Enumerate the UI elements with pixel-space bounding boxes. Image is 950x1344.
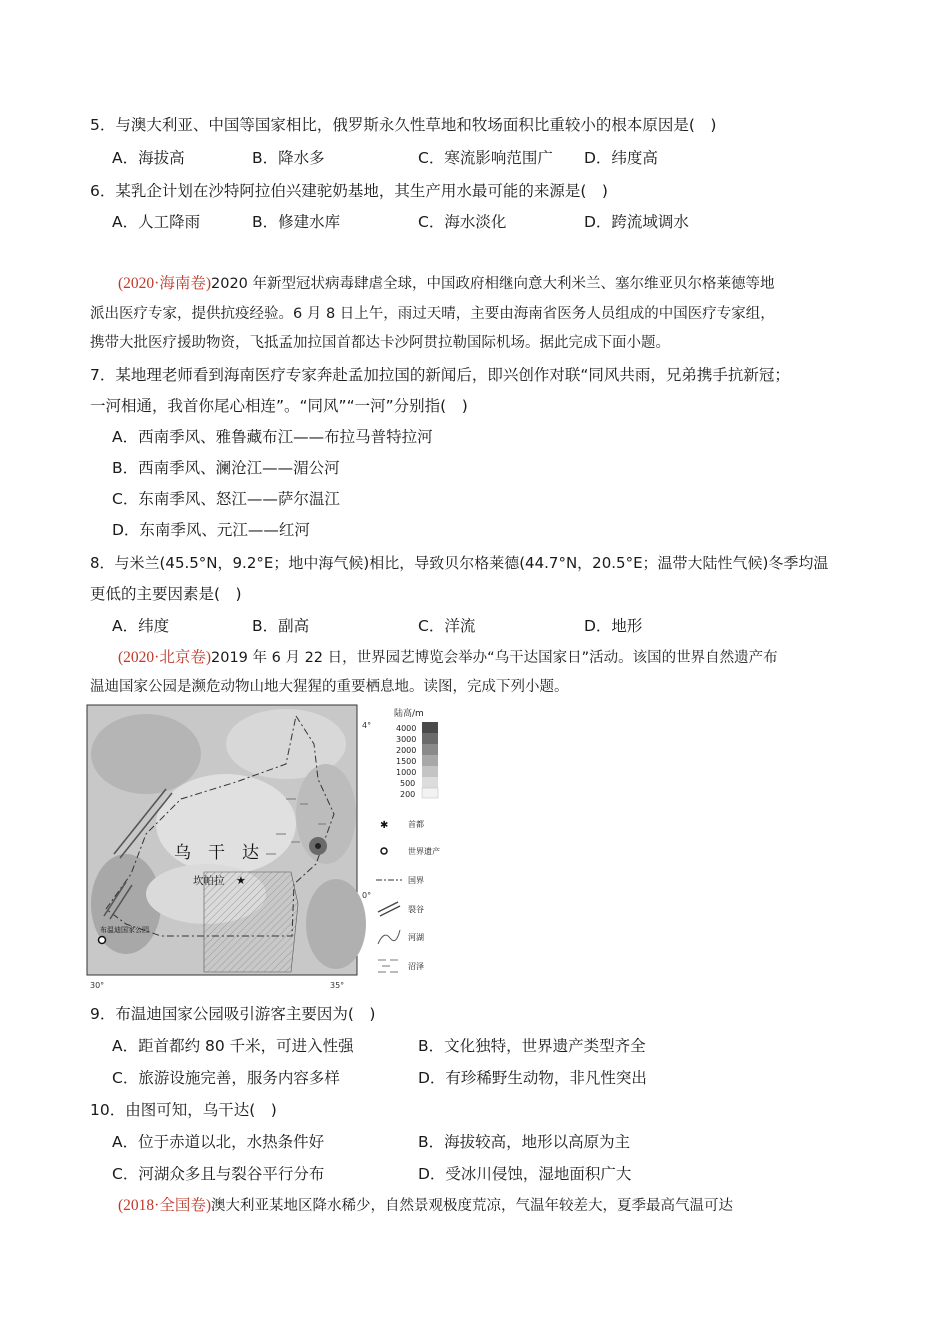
q8-option-d: D．地形 [584,617,643,635]
q10-option-c: C．河湖众多且与裂谷平行分布 [112,1165,325,1183]
q10-option-d: D．受冰川侵蚀，湿地面积广大 [418,1165,632,1183]
lat-4-label: 4° [362,721,372,730]
q5-option-c: C．寒流影响范围广 [418,149,553,167]
q9-option-a: A．距首都约 80 千米，可进入性强 [112,1037,354,1055]
q8-option-a: A．纬度 [112,617,170,635]
q9-option-d: D．有珍稀野生动物，非凡性突出 [418,1069,647,1087]
q5-stem: 5．与澳大利亚、中国等国家相比，俄罗斯永久性草地和牧场面积比重较小的根本原因是( ) [90,116,717,134]
lake-victoria [204,872,298,972]
map-legend [376,707,440,972]
q8-option-b: B．副高 [252,617,310,635]
legend-elev-2: 2000 [396,746,417,755]
passage-2018-line1 [118,1196,733,1216]
legend-elev-5: 500 [400,779,416,788]
q5-option-a: A．海拔高 [112,149,185,167]
legend-river: 河湖 [408,933,424,942]
lon-35-label: 35° [330,981,345,990]
beijing-passage-line2: 温迪国家公园是濒危动物山地大猩猩的重要栖息地。读图，完成下列小题。 [90,679,569,695]
q7-option-d: D．东南季风、元江——红河 [112,521,310,539]
q6-stem: 6．某乳企计划在沙特阿拉伯兴建驼奶基地，其生产用水最可能的来源是( ) [90,182,608,200]
q5-option-b: B．降水多 [252,149,325,167]
q6-option-d: D．跨流域调水 [584,213,689,231]
beijing-source: (2020·北京卷) [118,649,211,666]
legend-rift: 裂谷 [408,905,424,914]
q6-option-a: A．人工降雨 [112,213,201,231]
lat-0-label: 0° [362,891,372,900]
hainan-passage-line2: 派出医疗专家，提供抗疫经验。6 月 8 日上午，雨过天晴，主要由海南省医务人员组成的中国医疗专家组， [90,306,775,322]
hainan-passage-line3: 携带大批医疗援助物资，飞抵孟加拉国首都达卡沙阿贯拉勒国际机场。据此完成下面小题。 [90,335,670,351]
passage-2018-text: 澳大利亚某地区降水稀少，自然景观极度荒凉，气温年较差大，夏季最高气温可达 [211,1198,733,1214]
q9-option-c: C．旅游设施完善，服务内容多样 [112,1069,340,1087]
q8-stem-line2: 更低的主要因素是( ) [90,585,242,603]
legend-rift-icon [378,902,398,912]
legend-elev-4: 1000 [396,768,417,777]
q8-option-c: C．洋流 [418,617,476,635]
map-capital-label: 坎帕拉 [193,875,225,887]
q8-stem-line1: 8．与米兰(45.5°N，9.2°E；地中海气候)相比，导致贝尔格莱德(44.7°N，20.5°E；温带大陆性气候)冬季均温 [90,554,829,572]
passage-2018-source: (2018·全国卷) [118,1197,211,1214]
hainan-source: (2020·海南卷) [118,275,211,292]
q6-option-c: C．海水淡化 [418,213,507,231]
q9-stem: 9．布温迪国家公园吸引游客主要因为( ) [90,1005,376,1023]
lon-30-label: 30° [90,981,105,990]
q7-option-c: C．东南季风、怒江——萨尔温江 [112,490,340,508]
hainan-line1-text: 2020 年新型冠状病毒肆虐全球，中国政府相继向意大利米兰、塞尔维亚贝尔格莱德等地 [211,276,775,292]
legend-capital: 首都 [408,820,424,829]
legend-elev-6: 200 [400,790,416,799]
legend-title: 陆高/m [394,709,424,719]
map-park-label: 布温迪国家公园 [100,926,149,934]
heritage-site-icon [99,937,106,944]
hainan-passage-line1 [118,274,775,294]
q10-stem: 10．由图可知，乌干达( ) [90,1101,277,1119]
q5-option-d: D．纬度高 [584,149,658,167]
q7-option-b: B．西南季风、澜沧江——湄公河 [112,459,340,477]
legend-elev-0: 4000 [396,724,417,733]
legend-river-icon [378,930,400,944]
q6-option-b: B．修建水库 [252,213,341,231]
q10-option-a: A．位于赤道以北，水热条件好 [112,1133,325,1151]
legend-elev-1: 3000 [396,735,417,744]
beijing-line1-text: 2019 年 6 月 22 日，世界园艺博览会举办“乌干达国家日”活动。该国的世界自然遗产布 [211,650,778,666]
legend-heritage-icon [381,848,387,854]
q7-option-a: A．西南季风、雅鲁藏布江——布拉马普特拉河 [112,428,433,446]
q9-option-b: B．文化独特，世界遗产类型齐全 [418,1037,646,1055]
legend-capital-icon: ✱ [380,820,389,831]
legend-elev-3: 1500 [396,757,417,766]
capital-star-icon: ★ [236,874,246,887]
beijing-passage-line1 [118,648,778,668]
legend-marsh: 沼泽 [408,962,424,971]
legend-border: 国界 [408,876,424,885]
legend-heritage: 世界遗产 [408,847,440,856]
q10-option-b: B．海拔较高，地形以高原为主 [418,1133,631,1151]
q7-stem-line2: 一河相通，我首你尾心相连”。“同风”“一河”分别指( ) [90,397,468,415]
map-country-label: 乌 干 达 [174,843,259,863]
q7-stem-line1: 7．某地理老师看到海南医疗专家奔赴孟加拉国的新闻后，即兴创作对联“同风共雨，兄弟携手抗新冠； [90,366,790,384]
legend-marsh-icon [378,960,398,972]
uganda-map-figure [86,704,458,992]
